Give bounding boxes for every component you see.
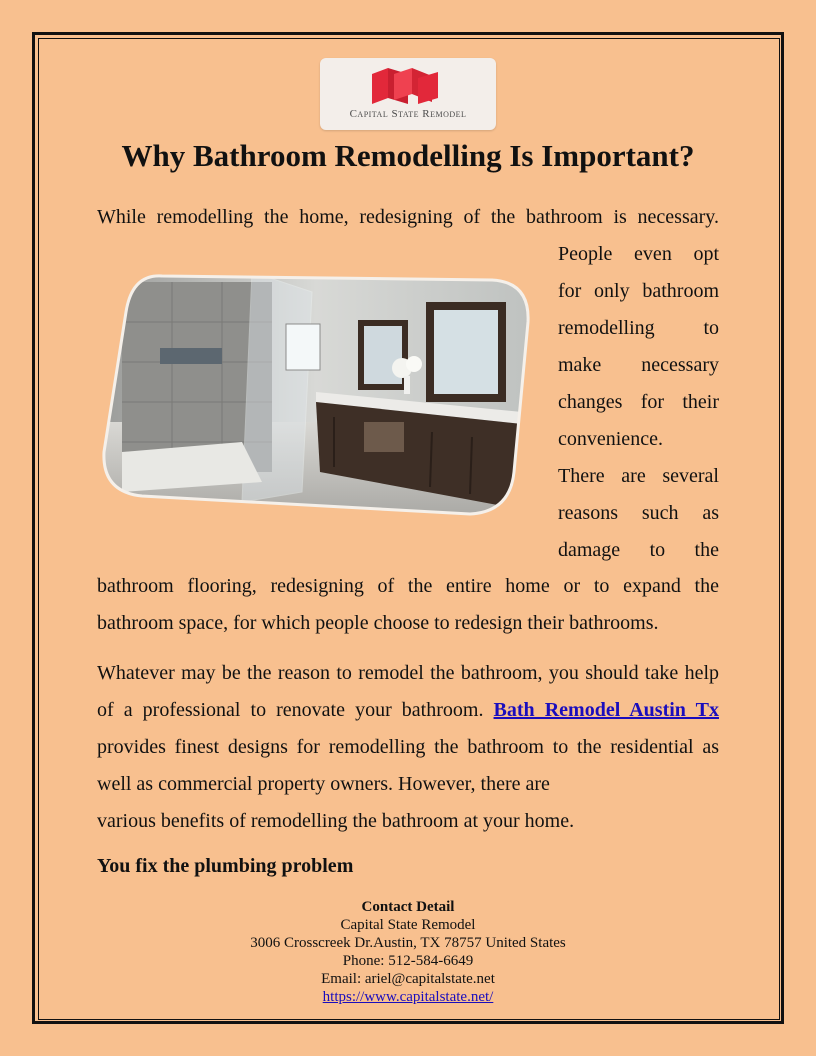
side-line: damage to the	[558, 539, 719, 561]
side-line: remodelling to	[558, 317, 719, 339]
bath-remodel-austin-link[interactable]: Bath Remodel Austin Tx	[493, 699, 719, 721]
side-line: make necessary	[558, 354, 719, 376]
contact-address: 3006 Crosscreek Dr.Austin, TX 78757 United States	[250, 935, 566, 951]
side-line: convenience.	[558, 428, 663, 450]
company-logo	[320, 58, 496, 130]
paragraph-last-line: various benefits of remodelling the bathroom at your home.	[97, 810, 575, 832]
paragraph-professional-help	[97, 655, 719, 840]
section-heading: You fix the plumbing problem	[97, 855, 354, 877]
intro-last-line: bathroom space, for which people choose to redesign their bathrooms.	[97, 612, 659, 634]
intro-first-line: While remodelling the home, redesigning of the bathroom is necessary.	[97, 206, 719, 228]
intro-side-column	[558, 236, 719, 569]
side-line: changes for their	[558, 391, 719, 413]
page-title: Why Bathroom Remodelling Is Important?	[121, 138, 695, 173]
side-line: There are several	[558, 465, 719, 487]
contact-email: Email: ariel@capitalstate.net	[321, 971, 495, 987]
contact-phone: Phone: 512-584-6649	[342, 953, 474, 969]
side-line: for only bathroom	[558, 280, 719, 302]
bathroom-photo	[102, 272, 530, 518]
contact-company: Capital State Remodel	[340, 917, 476, 933]
logo-text: Capital State Remodel	[349, 108, 467, 120]
intro-continuation-line: bathroom flooring, redesigning of the entire home or to expand the	[97, 575, 719, 597]
side-line: People even opt	[558, 243, 719, 265]
paragraph-text: provides finest designs for remodelling the bathroom to the residential as well as commercial property owners. However, there are	[97, 736, 719, 795]
side-line: reasons such as	[558, 502, 719, 524]
contact-heading: Contact Detail	[361, 899, 455, 915]
contact-detail	[0, 898, 816, 1006]
website-link[interactable]: https://www.capitalstate.net/	[322, 989, 494, 1005]
logo-mark-icon	[368, 64, 448, 108]
paragraph-text: Whatever may be the reason to remodel the bathroom, you should take help of a professional to renovate your bathroom.	[97, 662, 719, 721]
